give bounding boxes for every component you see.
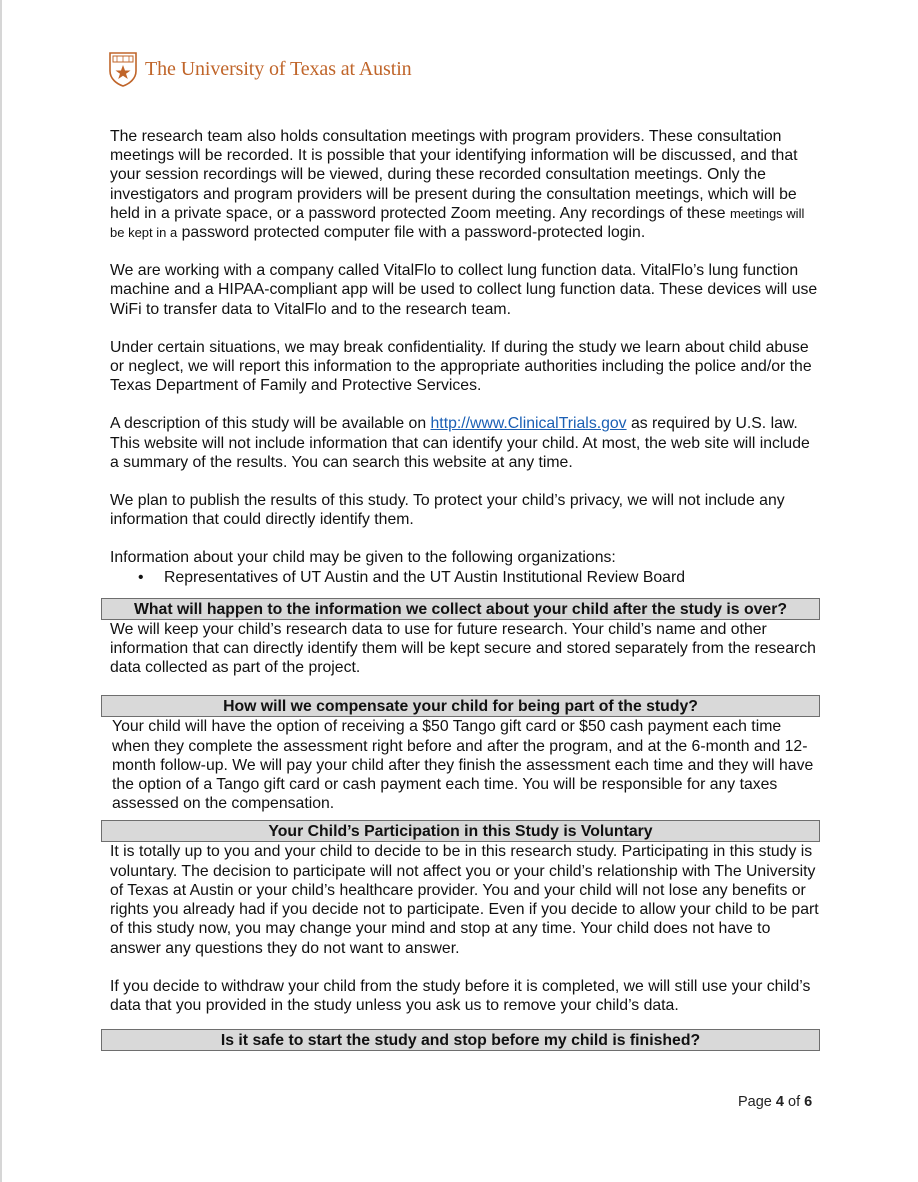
organizations-intro: Information about your child may be given to the following organizations: (110, 549, 616, 567)
page-edge (0, 0, 2, 1182)
compensation-paragraph: Your child will have the option of receiving a $50 Tango gift card or $50 cash payment each time when they complete the assessment right before and after the program, and at the 6-month and 12-month follow-up. We will pay your child after they finish the assessment each time and they will have the option of a Tango gift card or cash payment each time. You will be responsible for any taxes assessed on the compensation. (112, 718, 814, 813)
section-heading-compensation: How will we compensate your child for being part of the study? (101, 695, 820, 717)
clinical-text-pre: A description of this study will be available on (110, 415, 431, 433)
section-heading-voluntary: Your Child’s Participation in this Study is Voluntary (101, 820, 820, 842)
clinical-trials-paragraph (110, 414, 822, 472)
page-number (738, 1094, 812, 1110)
voluntary-paragraph: It is totally up to you and your child to decide to be in this research study. Participating in this study is voluntary. The decision to participate will not affect you or your child’s relationship with The University of Texas at Austin or your child’s healthcare provider. You and your child will not lose any benefits or rights you already had if you decide not to participate. Even if you decide to allow your child to be part of this study now, you may change your mind and stop at any time. Your child does not have to answer any questions they do not want to answer. (110, 843, 819, 957)
clinicaltrials-link[interactable]: http://www.ClinicalTrials.gov (430, 415, 627, 433)
list-item-text: Representatives of UT Austin and the UT Austin Institutional Review Board (164, 568, 685, 586)
page-label: Page (738, 1094, 772, 1110)
bullet-icon: • (138, 568, 144, 586)
section-heading-safe-stop: Is it safe to start the study and stop before my child is finished? (101, 1029, 820, 1051)
clinical-text-post: as required by U.S. law. This website will not include information that can identify your child. At most, the web site will include a summary of the results. You can search this website at any time. (110, 415, 810, 471)
university-name: The University of Texas at Austin (145, 57, 412, 80)
vitalflo-paragraph: We are working with a company called VitalFlo to collect lung function data. VitalFlo’s lung function machine and a HIPAA-compliant app will be used to collect lung function data. These devices will use WiFi to transfer data to VitalFlo and to the research team. (110, 262, 818, 318)
consultation-text: The research team also holds consultation meetings with program providers. These consultation meetings will be recorded. It is possible that your identifying information will be discussed, and that your session recordings will be viewed, during these recorded consultation meetings. Only the investigators and program providers will be present during the consultation meetings, which will be held in a private space, or a password protected Zoom meeting. Any recordings of these (110, 128, 798, 222)
section-heading-after-study: What will happen to the information we collect about your child after the study is over? (101, 598, 820, 620)
of-label: of (788, 1094, 801, 1110)
publish-paragraph: We plan to publish the results of this study. To protect your child’s privacy, we will not include any information that could directly identify them. (110, 492, 785, 529)
confidentiality-paragraph: Under certain situations, we may break confidentiality. If during the study we learn about child abuse or neglect, we will report this information to the appropriate authorities including the police and/or the Texas Department of Family and Protective Services. (110, 338, 812, 395)
total-pages: 6 (804, 1094, 813, 1110)
list-item (110, 568, 822, 587)
after-study-paragraph: We will keep your child’s research data to use for future research. Your child’s name and other information that can directly identify them will be kept secure and stored separately from the research data collected as part of the project. (110, 620, 816, 677)
consultation-small-text: meetings will be kept in a (110, 205, 805, 241)
current-page: 4 (775, 1094, 784, 1110)
ut-seal-icon (108, 51, 138, 87)
consultation-paragraph (110, 127, 822, 242)
withdraw-paragraph: If you decide to withdraw your child from the study before it is completed, we will still use your child’s data that you provided in the study unless you ask us to remove your child’s data. (110, 977, 811, 1014)
document-body (110, 127, 822, 1051)
consultation-text-end: password protected computer file with a password-protected login. (177, 224, 646, 242)
document-header (108, 50, 412, 88)
